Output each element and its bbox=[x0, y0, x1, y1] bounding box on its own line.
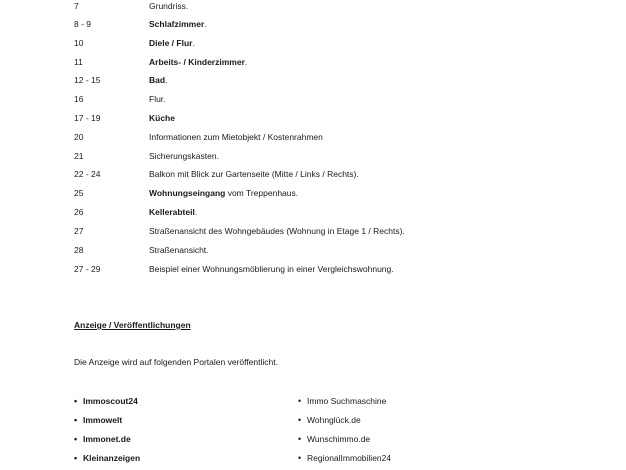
row-number: 21 bbox=[74, 151, 84, 161]
row-description: Sicherungskasten. bbox=[149, 151, 219, 161]
row-number: 16 bbox=[74, 94, 84, 104]
portal-name: Immonet.de bbox=[83, 434, 131, 444]
row-number: 12 - 15 bbox=[74, 75, 101, 85]
bullet-icon: • bbox=[74, 434, 78, 444]
portal-name: Wunschimmo.de bbox=[307, 434, 371, 444]
row-description: Grundriss. bbox=[149, 1, 189, 11]
row-number: 8 - 9 bbox=[74, 19, 92, 29]
portal-name: Immowelt bbox=[83, 415, 123, 425]
row-description: Wohnungseingang vom Treppenhaus. bbox=[149, 188, 299, 198]
portal-name: RegionalImmobilien24 bbox=[307, 453, 392, 463]
portal-name: Immo Suchmaschine bbox=[307, 396, 387, 406]
row-number: 7 bbox=[74, 1, 79, 11]
row-number: 10 bbox=[74, 38, 84, 48]
row-number: 20 bbox=[74, 132, 84, 142]
row-number: 11 bbox=[74, 57, 83, 67]
row-description: Beispiel einer Wohnungsmöblierung in einer Vergleichswohnung. bbox=[149, 264, 394, 274]
row-description: Kellerabteil. bbox=[149, 207, 198, 217]
row-number: 28 bbox=[74, 245, 84, 255]
row-description: Küche bbox=[149, 113, 175, 123]
row-description: Straßenansicht des Wohngebäudes (Wohnung in Etage 1 / Rechts). bbox=[149, 226, 405, 236]
row-number: 22 - 24 bbox=[74, 169, 101, 179]
bullet-icon: • bbox=[298, 396, 302, 406]
row-description: Schlafzimmer. bbox=[149, 19, 207, 29]
bullet-icon: • bbox=[298, 434, 302, 444]
portal-name: Immoscout24 bbox=[83, 396, 138, 406]
row-number: 26 bbox=[74, 207, 84, 217]
bullet-icon: • bbox=[74, 415, 78, 425]
bullet-icon: • bbox=[74, 396, 78, 406]
row-description: Flur. bbox=[149, 94, 166, 104]
row-number: 27 - 29 bbox=[74, 264, 101, 274]
section-intro: Die Anzeige wird auf folgenden Portalen veröffentlicht. bbox=[74, 357, 278, 367]
portal-name: Kleinanzeigen bbox=[83, 453, 141, 463]
row-number: 25 bbox=[74, 188, 84, 198]
row-description: Informationen zum Mietobjekt / Kostenrahmen bbox=[149, 132, 323, 142]
row-description: Balkon mit Blick zur Gartenseite (Mitte / Links / Rechts). bbox=[149, 169, 359, 179]
bullet-icon: • bbox=[298, 415, 302, 425]
row-description: Diele / Flur. bbox=[149, 38, 195, 48]
row-number: 17 - 19 bbox=[74, 113, 101, 123]
row-description: Bad. bbox=[149, 75, 168, 85]
portal-name: Wohnglück.de bbox=[307, 415, 361, 425]
bullet-icon: • bbox=[298, 453, 302, 463]
row-number: 27 bbox=[74, 226, 84, 236]
row-description: Arbeits- / Kinderzimmer. bbox=[149, 57, 248, 67]
bullet-icon: • bbox=[74, 453, 78, 463]
row-description: Straßenansicht. bbox=[149, 245, 209, 255]
section-heading: Anzeige / Veröffentlichungen bbox=[74, 320, 191, 330]
